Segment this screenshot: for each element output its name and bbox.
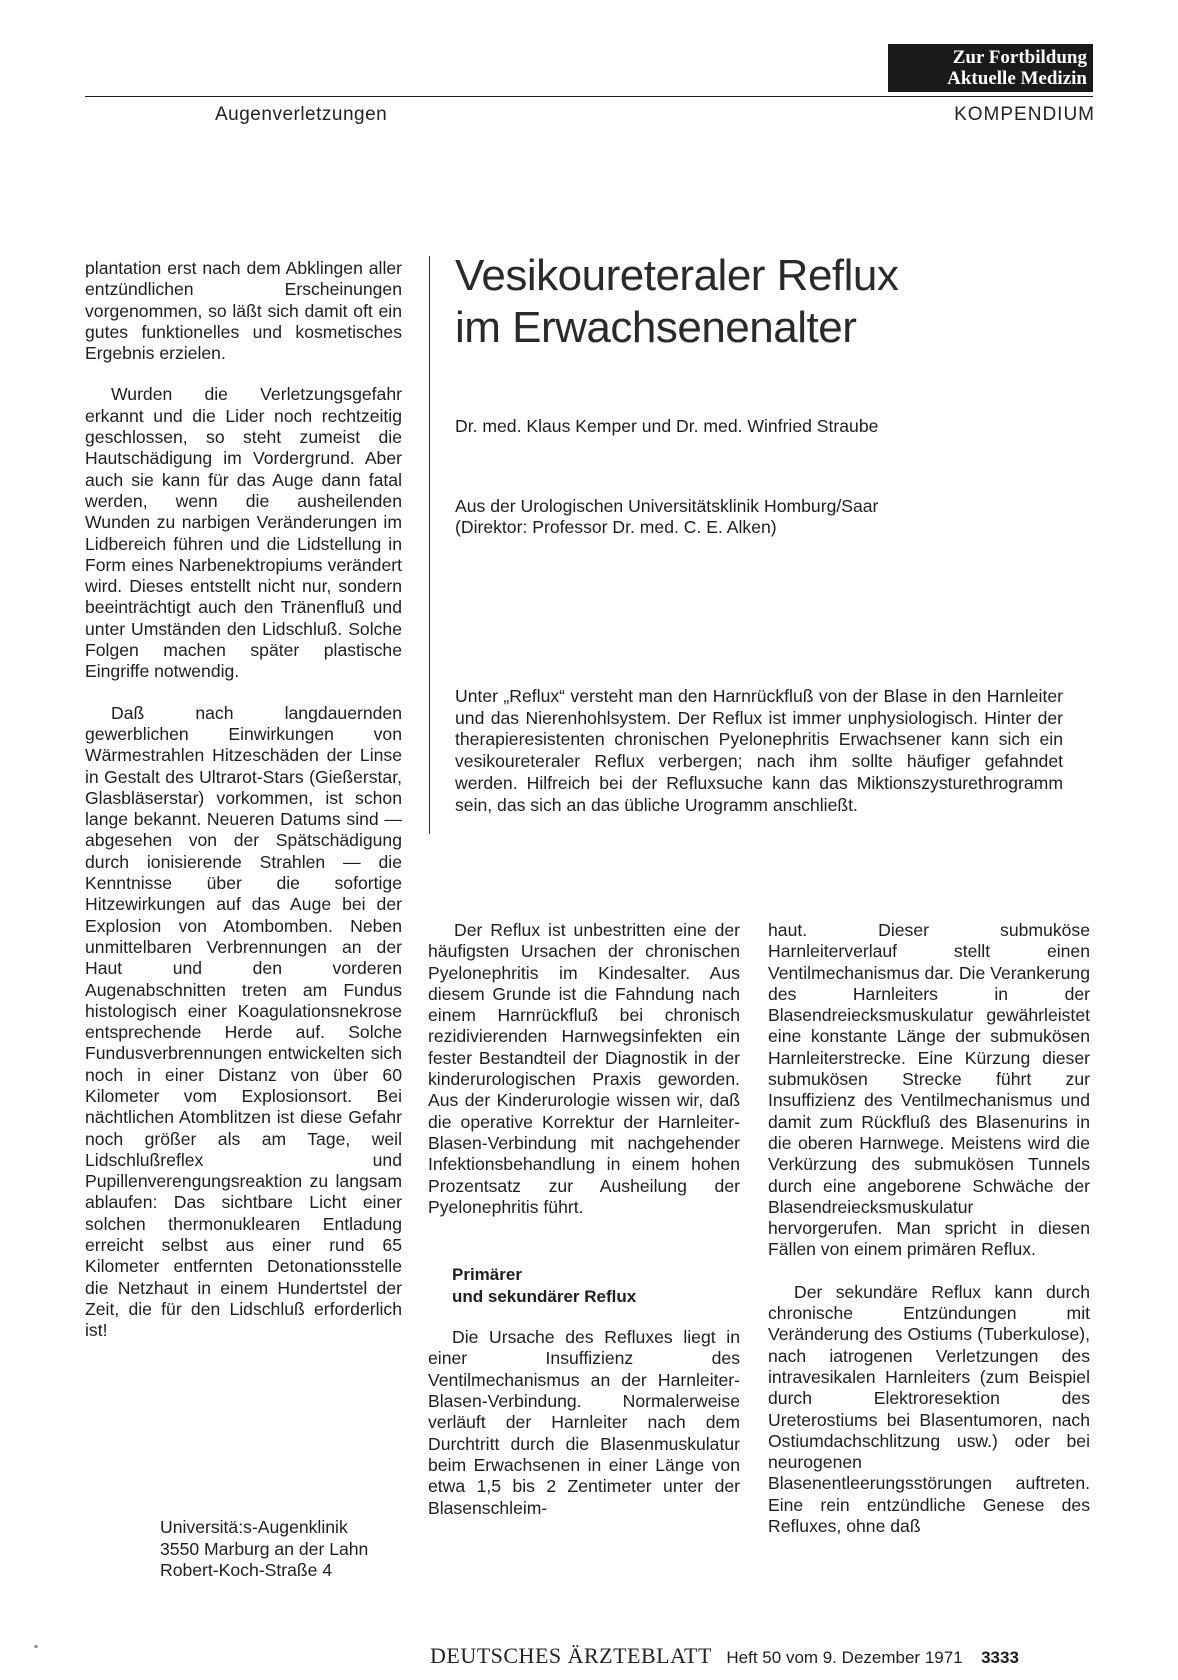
- affiliation: [455, 496, 878, 539]
- running-head-right: KOMPENDIUM: [954, 104, 1095, 125]
- address-line: 3550 Marburg an der Lahn: [160, 1538, 369, 1559]
- section-badge: [888, 44, 1093, 92]
- subheading-line-1: Primärer: [452, 1265, 522, 1285]
- journal-masthead: DEUTSCHES ÄRZTEBLATT: [430, 1643, 712, 1668]
- body-paragraph: haut. Dieser submuköse Harnleiterverlauf stellt einen Ventilmechanismus dar. Die Verankerung des Harnleiters in der Blasendreiecksmuskulatur gewährleistet eine konstante Länge der submukösen Harnleiterstrecke. Eine Kürzung dieser submukösen Strecke führt zur Insuffizienz des Ventilmechanismus und damit zum Rückfluß des Blasenurins in die oberen Harnwege. Meistens wird die Verkürzung des submukösen Tunnels durch eine angeborene Schwäche der Blasendreiecksmuskulatur hervorgerufen. Man spricht in diesen Fällen von einem primären Reflux.: [768, 920, 1090, 1260]
- section-subheading: [452, 1264, 740, 1307]
- title-line-1: Vesikoureteraler Reflux: [455, 251, 899, 300]
- body-paragraph: Der Reflux ist unbestritten eine der häufigsten Ursachen der chronischen Pyelonephritis im Kindesalter. Aus diesem Grunde ist die Fahndung nach einem Harnrückfluß bei chronisch rezidivierenden Harnwegsinfekten ein fester Bestandteil der Diagnostik in der kinderurologischen Praxis geworden. Aus der Kinderurologie wissen wir, daß die operative Korrektur der Harnleiter-Blasen-Verbindung mit nachgehender Infektionsbehandlung in einem hohen Prozentsatz zur Ausheilung der Pyelonephritis führt.: [428, 920, 740, 1217]
- affiliation-line-1: Aus der Urologischen Universitätsklinik Homburg/Saar: [455, 496, 879, 516]
- left-paragraph: Wurden die Verletzungsgefahr erkannt und die Lider noch rechtzeitig geschlossen, so steht zumeist die Hautschädigung im Vordergrund. Aber auch sie kann für das Auge dann fatal werden, wenn die ausheilenden Wunden zu narbigen Veränderungen im Lidbereich führen und die Lidstellung in Form eines Narbenektropiums verändert wird. Dieses entstellt nicht nur, sondern beeinträchtigt auch den Tränenfluß und unter Umständen den Lidschluß. Solche Folgen machen später plastische Eingriffe notwendig.: [85, 384, 402, 682]
- authors: Dr. med. Klaus Kemper und Dr. med. Winfried Straube: [455, 416, 879, 436]
- badge-line-1: Zur Fortbildung: [952, 47, 1087, 68]
- column-divider: [429, 256, 430, 834]
- address-line: Universitä:s-Augenklinik: [160, 1517, 348, 1537]
- page-footer: [430, 1643, 1019, 1669]
- left-column: [85, 258, 402, 1342]
- header-rule: [85, 96, 1093, 97]
- abstract: Unter „Reflux“ versteht man den Harnrückfluß von der Blase in den Harnleiter und das Nierenhohlsystem. Der Reflux ist immer unphysiologisch. Hinter der therapieresistenten chronischen Pyelonephritis Erwachsener kann sich ein vesikoureteraler Reflux verbergen; nach ihm sollte häufiger gefahndet werden. Hilfreich bei der Refluxsuche kann das Miktionszysturethrogramm sein, das sich an das übliche Urogramm anschließt.: [455, 686, 1063, 815]
- author-address: [160, 1517, 368, 1582]
- running-head-left: Augenverletzungen: [215, 104, 388, 125]
- scan-speck: [34, 1645, 38, 1648]
- article-title: [455, 250, 898, 354]
- page-number: 3333: [981, 1648, 1019, 1667]
- badge-line-2: Aktuelle Medizin: [947, 68, 1087, 89]
- subheading-line-2: und sekundärer Reflux: [452, 1286, 637, 1306]
- left-paragraph: plantation erst nach dem Abklingen aller entzündlichen Erscheinungen vorgenommen, so läßt sich damit oft ein gutes funktionelles und kosmetisches Ergebnis erzielen.: [85, 258, 402, 364]
- issue-info: Heft 50 vom 9. Dezember 1971: [726, 1648, 963, 1667]
- left-paragraph: Daß nach langdauernden gewerblichen Einwirkungen von Wärmestrahlen Hitzeschäden der Linse in Gestalt des Ultrarot-Stars (Gießerstar, Glasbläserstar) vorkommen, ist schon lange bekannt. Neueren Datums sind — abgesehen von der Spätschädigung durch ionisierende Strahlen — die Kenntnisse über die sofortige Hitzewirkungen auf das Auge bei der Explosion von Atombomben. Neben unmittelbaren Verbrennungen an der Haut und den vorderen Augenabschnitten treten am Fundus histologisch einer Koagulationsnekrose entsprechende Herde auf. Solche Fundusverbrennungen entwickelten sich noch in einer Distanz von über 60 Kilometer vom Explosionsort. Bei nächtlichen Atomblitzen ist diese Gefahr noch größer als am Tage, weil Lidschlußreflex und Pupillenverengungsreaktion zu langsam ablaufen: Das sichtbare Licht einer solchen thermonuklearen Entladung erreicht selbst aus einer rund 65 Kilometer entfernten Detonationsstelle die Netzhaut in einem Hundertstel der Zeit, die für den Lidschluß erforderlich ist!: [85, 702, 402, 1341]
- body-paragraph: Die Ursache des Refluxes liegt in einer Insuffizienz des Ventilmechanismus an der Harnleiter-Blasen-Verbindung. Normalerweise verläuft der Harnleiter nach dem Durchtritt durch die Blasenmuskulatur beim Erwachsenen in einer Länge von etwa 1,5 bis 2 Zentimeter unter der Blasenschleim-: [428, 1327, 740, 1518]
- body-paragraph: Der sekundäre Reflux kann durch chronische Entzündungen mit Veränderung des Ostiums (Tuberkulose), nach iatrogenen Verletzungen des intravesikalen Harnleiters (zum Beispiel durch Elektroresektion des Ureterostiums bei Blasentumoren, nach Ostiumdachschlitzung usw.) oder bei neurogenen Blasenentleerungsstörungen auftreten. Eine rein entzündliche Genese des Refluxes, ohne daß: [768, 1281, 1090, 1537]
- address-line: Robert-Koch-Straße 4: [160, 1560, 333, 1580]
- right-column: [768, 920, 1090, 1537]
- middle-column: [428, 920, 740, 1519]
- affiliation-line-2: (Direktor: Professor Dr. med. C. E. Alken): [455, 517, 777, 538]
- title-line-2: im Erwachsenenalter: [455, 303, 857, 352]
